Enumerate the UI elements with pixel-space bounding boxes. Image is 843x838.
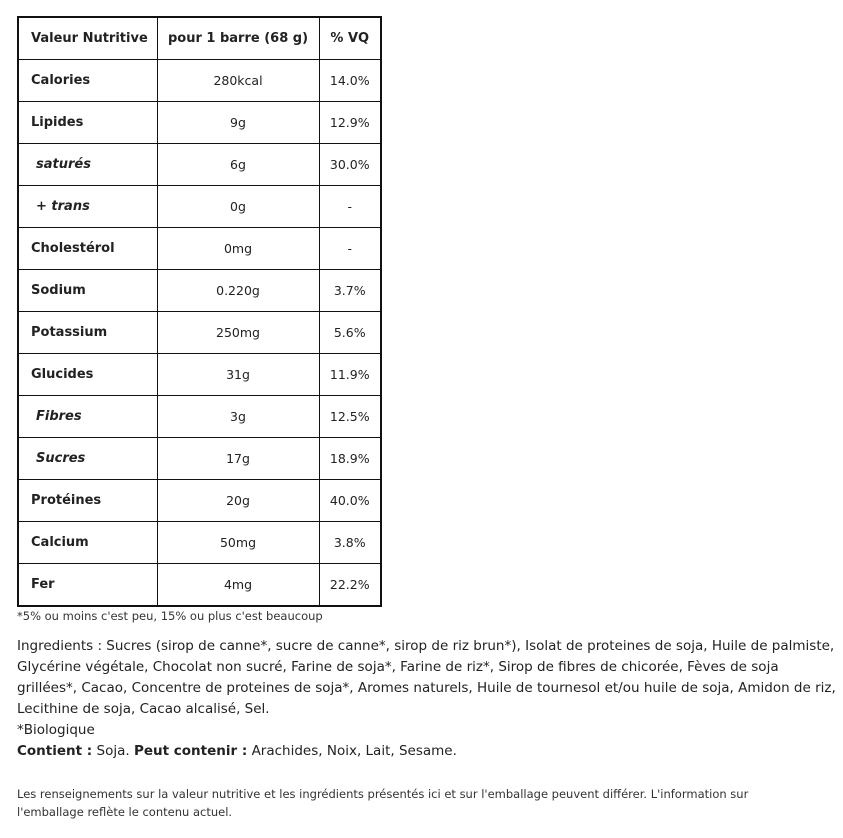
nutrient-dv: - — [319, 186, 381, 228]
header-amount: pour 1 barre (68 g) — [157, 17, 319, 60]
nutrient-name: Sucres — [18, 438, 157, 480]
table-row — [18, 564, 381, 607]
nutrient-dv: 11.9% — [319, 354, 381, 396]
nutrient-dv: 22.2% — [319, 564, 381, 607]
nutrient-dv: 12.9% — [319, 102, 381, 144]
table-row — [18, 522, 381, 564]
header-nutrient: Valeur Nutritive — [18, 17, 157, 60]
nutrient-amount: 17g — [157, 438, 319, 480]
nutrient-amount: 3g — [157, 396, 319, 438]
nutrient-name: Cholestérol — [18, 228, 157, 270]
table-row — [18, 102, 381, 144]
contains-value: Soja. — [96, 743, 130, 759]
nutrient-name: saturés — [18, 144, 157, 186]
nutrient-name: + trans — [18, 186, 157, 228]
nutrient-amount: 0.220g — [157, 270, 319, 312]
table-row — [18, 60, 381, 102]
nutrient-dv: 12.5% — [319, 396, 381, 438]
may-contain-value: Arachides, Noix, Lait, Sesame. — [251, 743, 457, 759]
nutrient-name: Lipides — [18, 102, 157, 144]
table-row — [18, 144, 381, 186]
table-row — [18, 480, 381, 522]
may-contain-label: Peut contenir : — [133, 743, 248, 759]
nutrient-amount: 6g — [157, 144, 319, 186]
nutrient-dv: - — [319, 228, 381, 270]
nutrient-amount: 4mg — [157, 564, 319, 607]
nutrient-dv: 3.8% — [319, 522, 381, 564]
ingredients-block — [17, 636, 837, 762]
contains-label: Contient : — [17, 743, 93, 759]
nutrient-amount: 20g — [157, 480, 319, 522]
nutrient-dv: 3.7% — [319, 270, 381, 312]
table-row — [18, 396, 381, 438]
nutrient-dv: 5.6% — [319, 312, 381, 354]
header-dv: % VQ — [319, 17, 381, 60]
nutrient-amount: 31g — [157, 354, 319, 396]
nutrient-amount: 250mg — [157, 312, 319, 354]
dv-footnote: *5% ou moins c'est peu, 15% ou plus c'est beaucoup — [17, 609, 323, 623]
table-row — [18, 270, 381, 312]
nutrient-amount: 0g — [157, 186, 319, 228]
allergen-line — [17, 741, 837, 762]
nutrient-name: Protéines — [18, 480, 157, 522]
table-row — [18, 228, 381, 270]
table-row — [18, 186, 381, 228]
table-row — [18, 312, 381, 354]
nutrient-amount: 280kcal — [157, 60, 319, 102]
nutrient-dv: 18.9% — [319, 438, 381, 480]
nutrient-name: Glucides — [18, 354, 157, 396]
nutrient-name: Potassium — [18, 312, 157, 354]
ingredients-text: Ingredients : Sucres (sirop de canne*, sucre de canne*, sirop de riz brun*), Isolat de proteines de soja, Huile de palmiste, Glycérine végétale, Chocolat non sucré, Farine de soja*, Farine de riz*, Sirop de fibres de chicorée, Fèves de soja grillées*, Cacao, Concentre de proteines de soja*, Aromes naturels, Huile de tournesol et/ou huile de soja, Amidon de riz, Lecithine de soja, Cacao alcalisé, Sel. — [17, 638, 836, 717]
table-row — [18, 438, 381, 480]
table-header-row — [18, 17, 381, 60]
nutrient-name: Sodium — [18, 270, 157, 312]
nutrient-name: Calories — [18, 60, 157, 102]
nutrient-amount: 50mg — [157, 522, 319, 564]
nutrient-amount: 0mg — [157, 228, 319, 270]
organic-note: *Biologique — [17, 722, 95, 738]
table-row — [18, 354, 381, 396]
nutrient-name: Fer — [18, 564, 157, 607]
nutrient-amount: 9g — [157, 102, 319, 144]
nutrition-facts-table — [17, 16, 382, 607]
nutrient-name: Calcium — [18, 522, 157, 564]
nutrient-dv: 14.0% — [319, 60, 381, 102]
disclaimer-text: Les renseignements sur la valeur nutritive et les ingrédients présentés ici et sur l'emballage peuvent différer. L'information sur l'emballage reflète le contenu actuel. — [17, 787, 749, 819]
nutrient-name: Fibres — [18, 396, 157, 438]
nutrient-dv: 30.0% — [319, 144, 381, 186]
nutrient-dv: 40.0% — [319, 480, 381, 522]
